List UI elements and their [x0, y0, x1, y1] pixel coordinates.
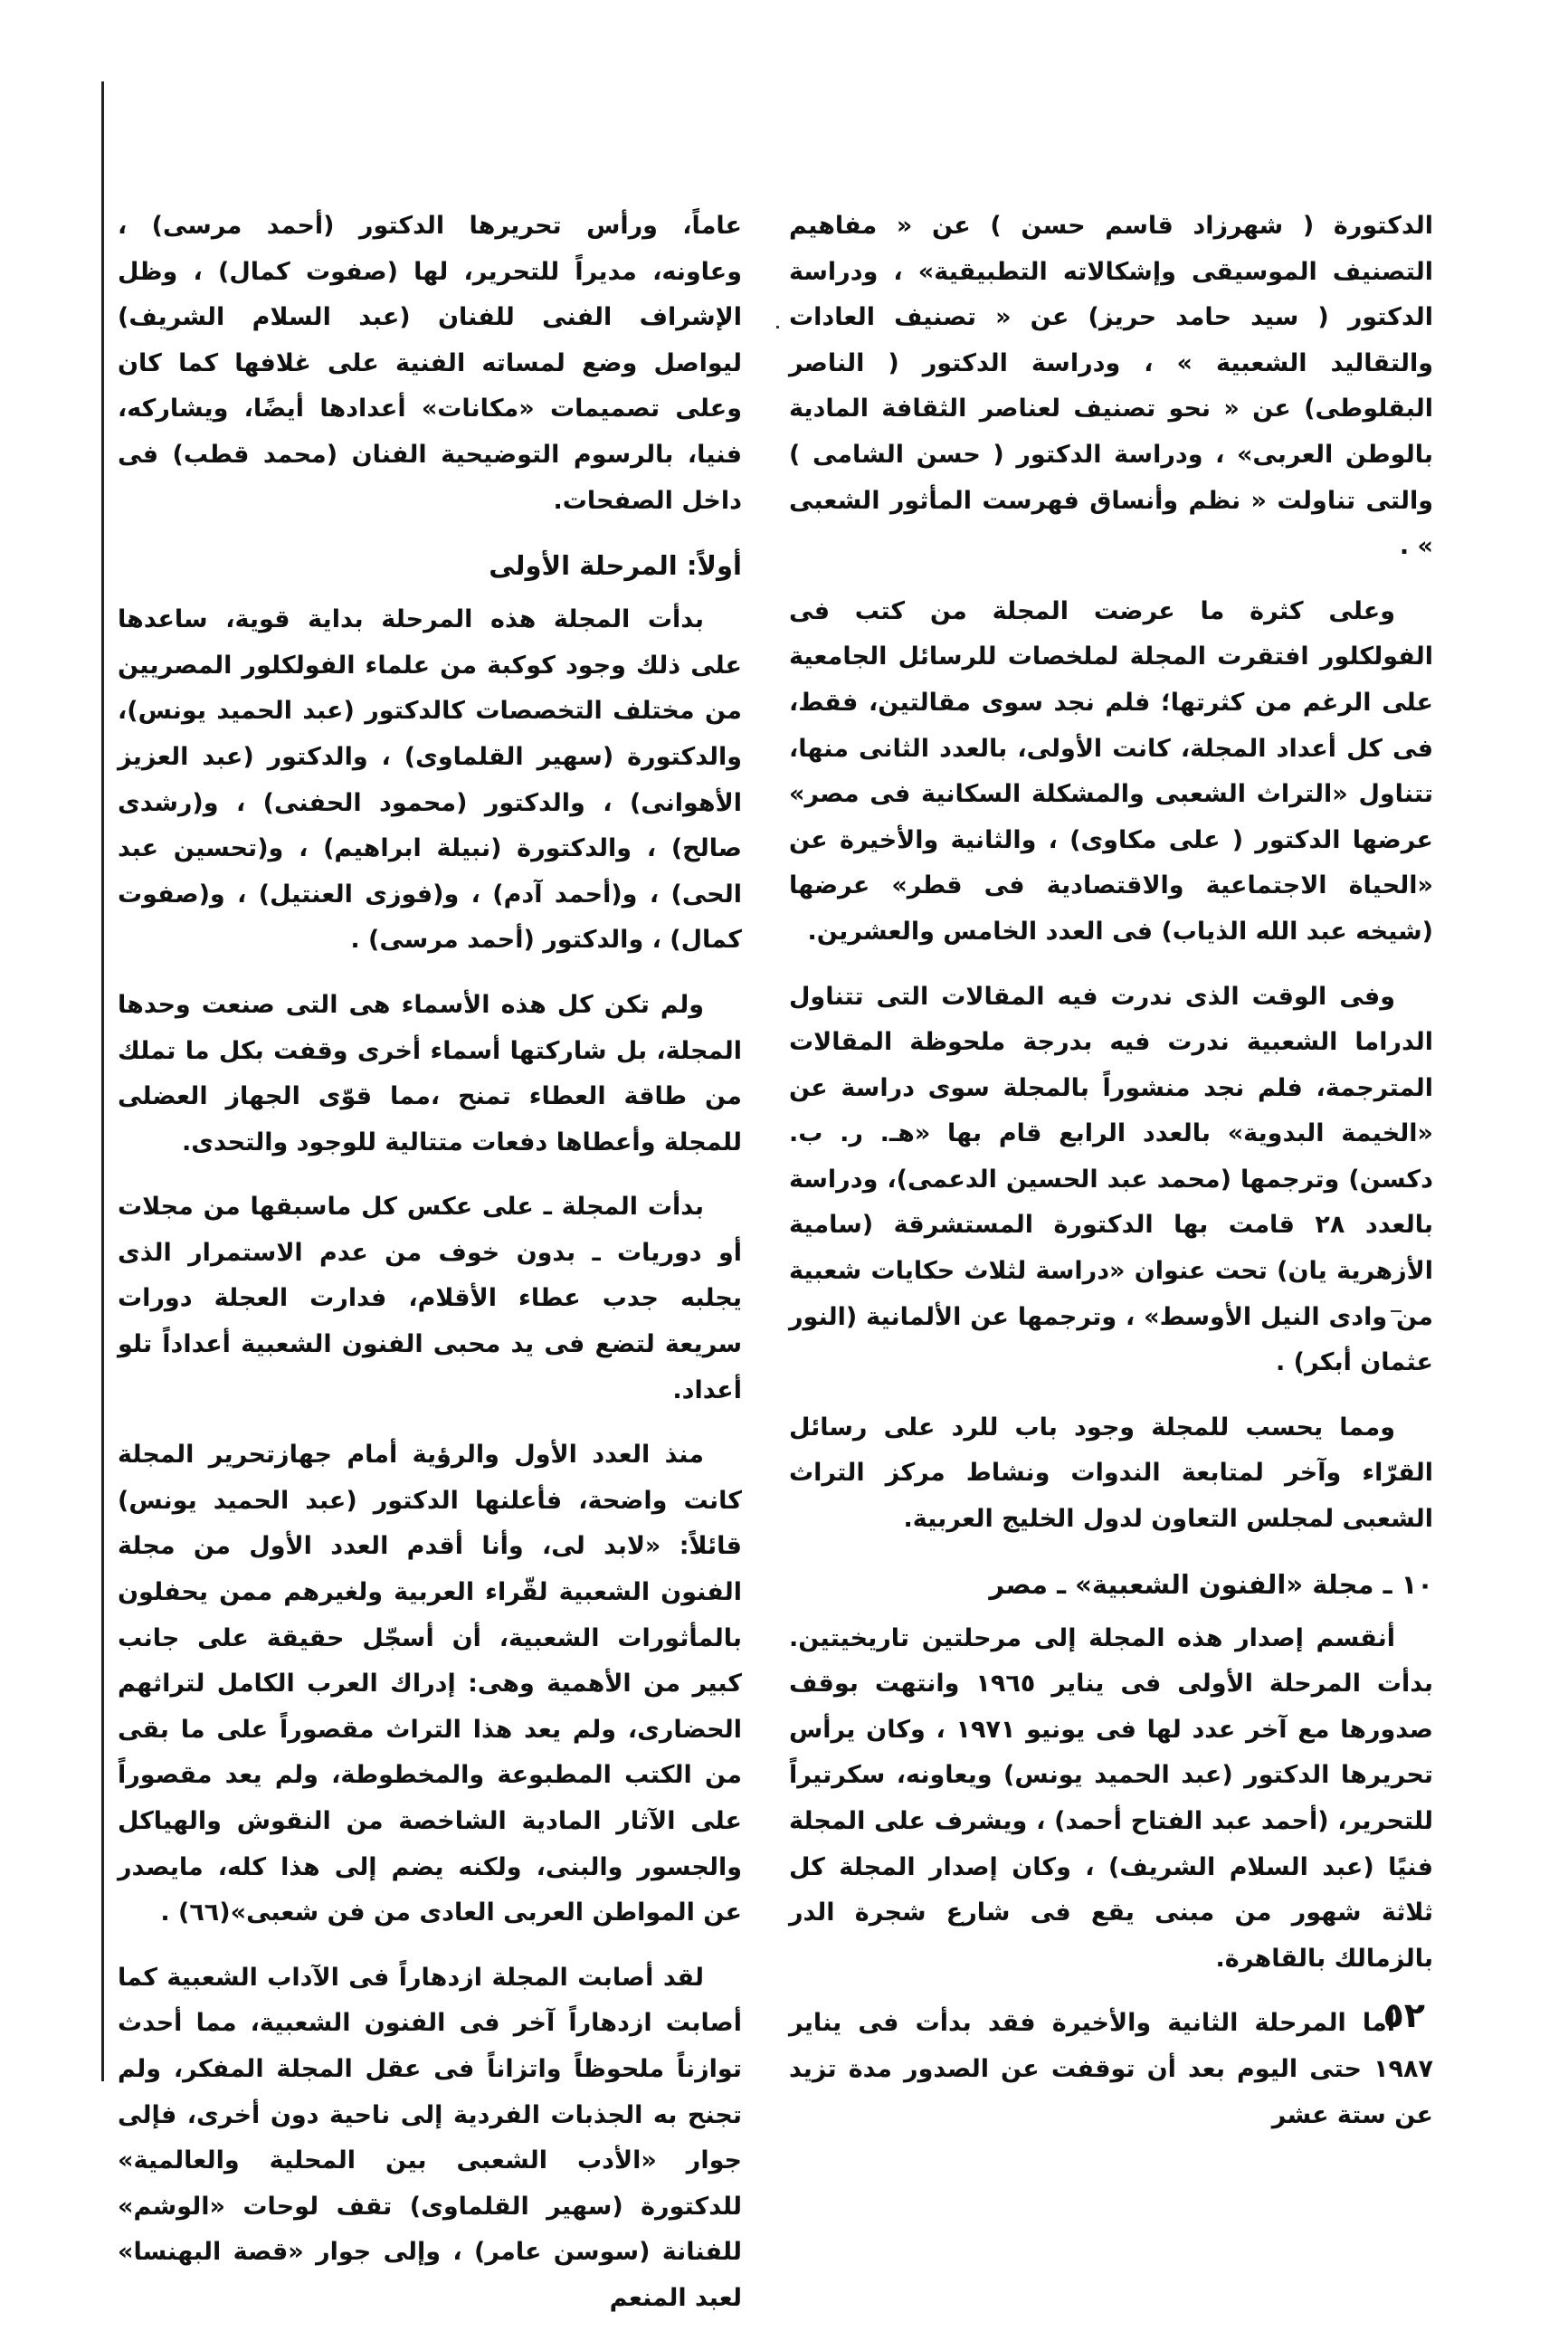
paragraph: أنقسم إصدار هذه المجلة إلى مرحلتين تاريخيتين. بدأت المرحلة الأولى فى يناير ١٩٦٥ وانتهت بوقف صدورها مع آخر عدد لها فى يونيو ١٩٧١ ، وكان يرأس تحريرها الدكتور (عبد الحميد يونس) ويعاونه، سكرتيراً للتحرير، (أحمد عبد الفتاح أحمد) ، ويشرف على المجلة فنيًا (عبد السلام الشريف) ، وكان إصدار المجلة كل ثلاثة شهور من مبنى يقع فى شارع شجرة الدر بالزمالك بالقاهرة.	[789, 1623, 1433, 1973]
paragraph: لقد أصابت المجلة ازدهاراً فى الآداب الشعبية كما أصابت ازدهاراً آخر فى الفنون الشعبية، مما أحدث توازناً ملحوظاً واتزاناً فى عقل المجلة المفكر، ولم تجنح به الجذبات الفردية إلى ناحية دون أخرى، فإلى جوار «الأدب الشعبى بين المحلية والعالمية» للدكتورة (سهير القلماوى) تقف لوحات «الوشم» للفنانة (سوسن عامر) ، وإلى جوار «قصة البهنسا» لعبد المنعم	[118, 1963, 742, 2312]
page-binding-edge	[101, 81, 104, 2081]
left-column	[118, 204, 742, 2341]
paragraph: الدكتورة ( شهرزاد قاسم حسن ) عن « مفاهيم التصنيف الموسيقى وإشكالاته التطبيقية» ، ودراسة الدكتور ( سيد حامد حريز) عن « تصنيف العادات والتقاليد الشعبية » ، ودراسة الدكتور ( الناصر البقلوطى) عن « نحو تصنيف لعناصر الثقافة المادية بالوطن العربى» ، ودراسة الدكتور ( حسن الشامى ) والتى تناولت « نظم وأنساق فهرست المأثور الشعبى » .	[789, 212, 1433, 561]
paragraph: عاماً، ورأس تحريرها الدكتور (أحمد مرسى) ، وعاونه، مديراً للتحرير، لها (صفوت كمال) ، وظل الإشراف الفنى للفنان (عبد السلام الشريف) ليواصل وضع لمساته الفنية على غلافها كما كان وعلى تصميمات «مكانات» أعدادها أيضًا، ويشاركه، فنيا، بالرسوم التوضيحية الفنان (محمد قطب) فى داخل الصفحات.	[118, 212, 742, 515]
right-column	[789, 204, 1433, 2157]
paragraph: وفى الوقت الذى ندرت فيه المقالات التى تتناول الدراما الشعبية ندرت فيه بدرجة ملحوظة المقالات المترجمة، فلم نجد منشوراً بالمجلة سوى دراسة عن «الخيمة البدوية» بالعدد الرابع قام بها «هـ. ر. ب. دكسن) وترجمها (محمد عبد الحسين الدعمى)، ودراسة بالعدد ٢٨ قامت بها الدكتورة المستشرقة (سامية الأزهرية يان) تحت عنوان «دراسة لثلاث حكايات شعبية من وادى النيل الأوسط» ، وترجمها عن الألمانية (النور عثمان أبكر) .	[789, 982, 1434, 1377]
paragraph: منذ العدد الأول والرؤية أمام جهازتحرير المجلة كانت واضحة، فأعلنها الدكتور (عبد الحميد يونس) قائلاً: «لابد لى، وأنا أقدم العدد الأول من مجلة الفنون الشعبية لقّراء العربية ولغيرهم ممن يحفلون بالمأثورات الشعبية، أن أسجّل حقيقة على جانب كبير من الأهمية وهى: إدراك العرب الكامل لتراثهم الحضارى، ولم يعد هذا التراث مقصوراً على ما بقى من الكتب المطبوعة والمخطوطة، ولم يعد مقصوراً على الآثار المادية الشاخصة من النقوش والهياكل والجسور والبنى، ولكنه يضم إلى هذا كله، مايصدر عن المواطن العربى العادى من فن شعبى»(٦٦) .	[118, 1441, 742, 1927]
paragraph: ولم تكن كل هذه الأسماء هى التى صنعت وحدها المجلة، بل شاركتها أسماء أخرى وقفت بكل ما تملك من طاقة العطاء تمنح ،مما قوّى الجهاز العضلى للمجلة وأعطاها دفعات متتالية للوجود والتحدى.	[118, 990, 742, 1156]
scan-speck	[776, 326, 779, 328]
page-number: ٥٢	[1383, 1995, 1425, 2035]
section-heading: أولاً: المرحلة الأولى	[489, 550, 742, 582]
paragraph: بدأت المجلة هذه المرحلة بداية قوية، ساعدها على ذلك وجود كوكبة من علماء الفولكلور المصريين من مختلف التخصصات كالدكتور (عبد الحميد يونس)، والدكتورة (سهير القلماوى) ، والدكتور (عبد العزيز الأهوانى) ، والدكتور (محمود الحفنى) ، و(رشدى صالح) ، والدكتورة (نبيلة ابراهيم) ، و(تحسين عبد الحى) ، و(أحمد آدم) ، و(فوزى العنتيل) ، و(صفوت كمال) ، والدكتور (أحمد مرسى) .	[118, 605, 742, 955]
paragraph: أما المرحلة الثانية والأخيرة فقد بدأت فى يناير ١٩٨٧ حتى اليوم بعد أن توقفت عن الصدور مدة تزيد عن ستة عشر	[789, 2009, 1433, 2129]
paragraph: بدأت المجلة ـ على عكس كل ماسبقها من مجلات أو دوريات ـ بدون خوف من عدم الاستمرار الذى يجلبه جدب عطاء الأقلام، فدارت العجلة دورات سريعة لتضع فى يد محبى الفنون الشعبية أعداداً تلو أعداد.	[118, 1193, 742, 1404]
paragraph: وعلى كثرة ما عرضت المجلة من كتب فى الفولكلور افتقرت المجلة لملخصات للرسائل الجامعية على الرغم من كثرتها؛ فلم نجد سوى مقالتين، فقط، فى كل أعداد المجلة، كانت الأولى، بالعدد الثانى منها، تتناول «التراث الشعبى والمشكلة السكانية فى مصر» عرضها الدكتور ( على مكاوى) ، والثانية والأخيرة عن «الحياة الاجتماعية والاقتصادية فى قطر» عرضها (شيخه عبد الله الذياب) فى العدد الخامس والعشرين.	[789, 596, 1433, 946]
paragraph: ومما يحسب للمجلة وجود باب للرد على رسائل القرّاء وآخر لمتابعة الندوات ونشاط مركز التراث الشعبى لمجلس التعاون لدول الخليج العربية.	[789, 1413, 1433, 1534]
section-heading: ١٠ ـ مجلة «الفنون الشعبية» ـ مصر	[989, 1568, 1433, 1600]
